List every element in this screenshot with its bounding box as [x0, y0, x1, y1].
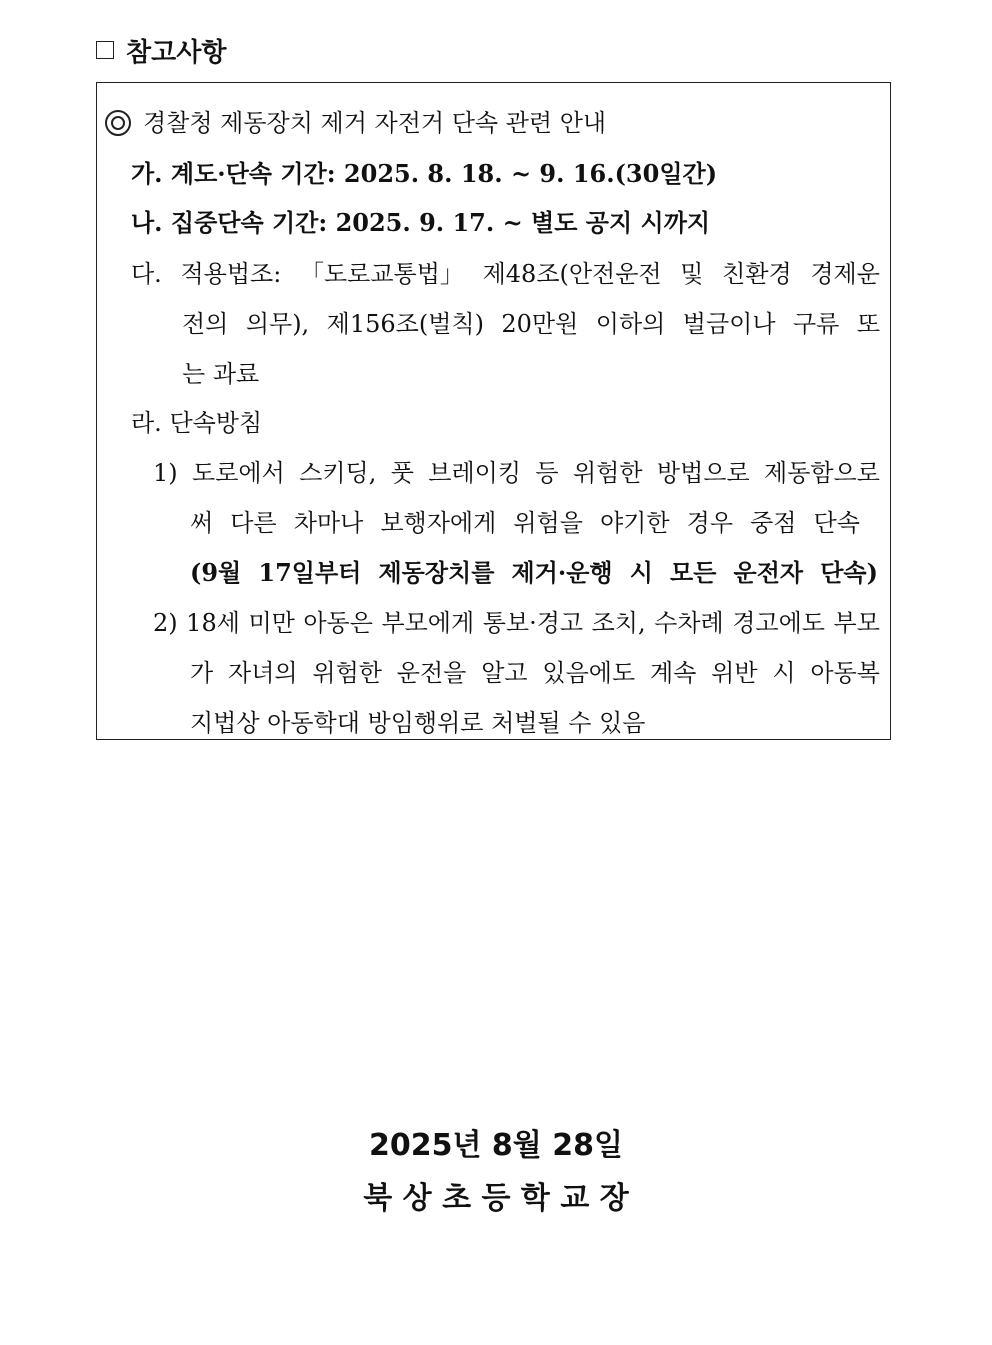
applicable-law-line-3: 는 과료 [182, 360, 260, 388]
policy-item-1-line-3: (9월 17일부터 제동장치를 제거·운행 시 모든 운전자 단속) [190, 558, 878, 587]
notice-title-line [105, 98, 606, 148]
policy-item-2-line-2: 가 자녀의 위험한 운전을 알고 있음에도 계속 위반 시 아동복 [190, 659, 880, 687]
double-circle-icon [105, 110, 131, 136]
period-intensive: 나. 집중단속 기간: 2025. 9. 17. ~ 별도 공지 시까지 [131, 208, 711, 237]
applicable-law-line-2: 전의 의무), 제156조(벌칙) 20만원 이하의 벌금이나 구류 또 [182, 310, 880, 338]
policy-item-1-line-2: 써 다른 차마나 보행자에게 위험을 야기한 경우 중점 단속 [190, 509, 860, 537]
section-heading [96, 30, 226, 70]
policy-item-2-line-1: 2) 18세 미만 아동은 부모에게 통보·경고 조치, 수차례 경고에도 부모 [153, 609, 880, 637]
applicable-law-line-1: 다. 적용법조: 「도로교통법」 제48조(안전운전 및 친환경 경제운 [131, 260, 880, 288]
empty-checkbox-icon [96, 41, 114, 59]
enforcement-policy-heading: 라. 단속방침 [131, 409, 263, 437]
period-guidance: 가. 계도·단속 기간: 2025. 8. 18. ~ 9. 16.(30일간) [131, 159, 718, 188]
signer-title: 북 상 초 등 학 교 장 [363, 1181, 629, 1216]
policy-item-2-line-3: 지법상 아동학대 방임행위로 처벌될 수 있음 [190, 709, 646, 737]
notice-title: 경찰청 제동장치 제거 자전거 단속 관련 안내 [143, 109, 607, 137]
section-title: 참고사항 [126, 37, 227, 68]
policy-item-1-line-1: 1) 도로에서 스키딩, 풋 브레이킹 등 위험한 방법으로 제동함으로 [153, 459, 880, 487]
document-date: 2025년 8월 28일 [369, 1128, 623, 1163]
